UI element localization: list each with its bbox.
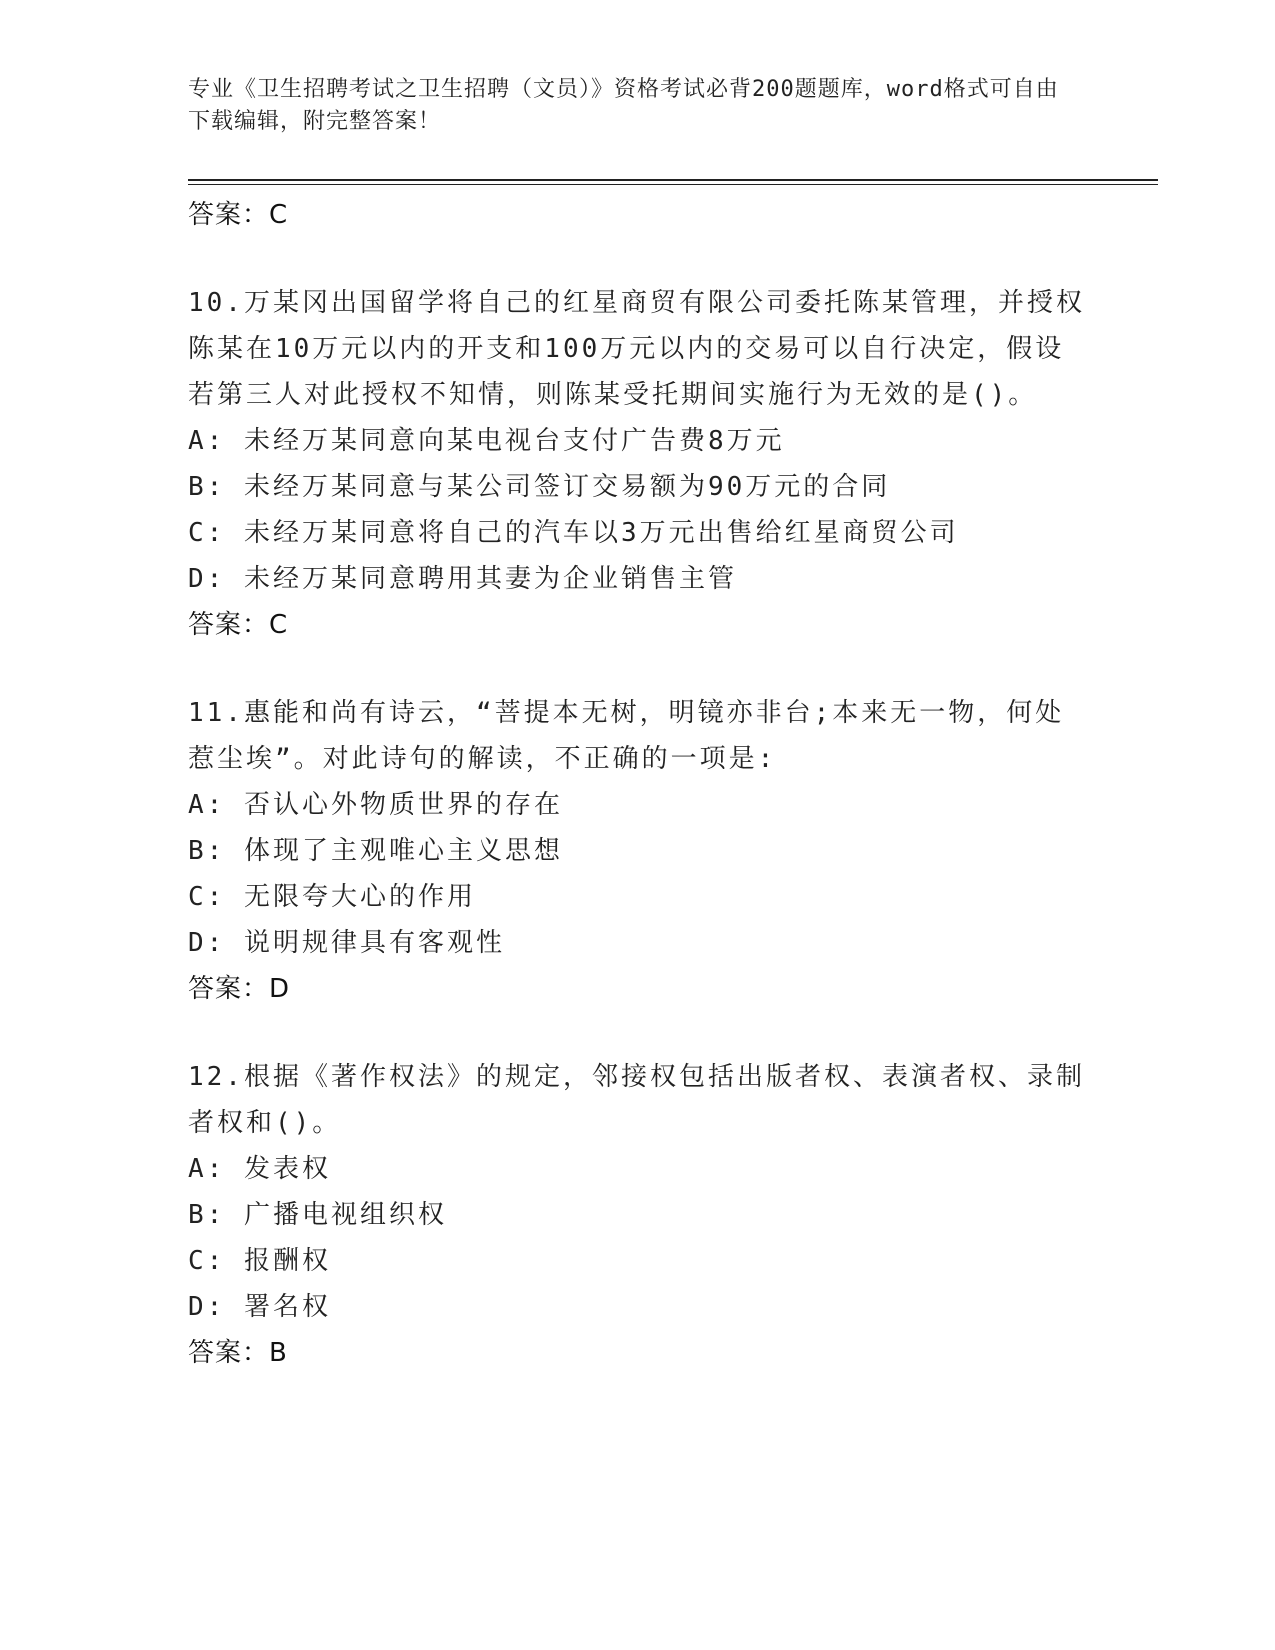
answer-line: 答案：D	[188, 974, 291, 1004]
option-c: C: 报酬权	[188, 1246, 331, 1276]
answer-line: 答案：C	[188, 610, 289, 640]
option-b: B: 体现了主观唯心主义思想	[188, 836, 563, 866]
option-d: D: 未经万某同意聘用其妻为企业销售主管	[188, 564, 737, 594]
question-text: 12.根据《著作权法》的规定，邻接权包括出版者权、表演者权、录制者权和()。	[188, 1062, 1085, 1138]
answer-line: 答案：C	[188, 200, 289, 230]
answer-line: 答案：B	[188, 1338, 288, 1368]
page-header: 专业《卫生招聘考试之卫生招聘（文员）》资格考试必背200题题库，word格式可自由下载编辑，附完整答案！	[188, 77, 1059, 134]
option-b: B: 未经万某同意与某公司签订交易额为90万元的合同	[188, 472, 891, 502]
question-block-11	[188, 690, 1088, 1012]
option-d: D: 说明规律具有客观性	[188, 928, 505, 958]
option-c: C: 未经万某同意将自己的汽车以3万元出售给红星商贸公司	[188, 518, 959, 548]
option-a: A: 未经万某同意向某电视台支付广告费8万元	[188, 426, 785, 456]
question-block-12	[188, 1054, 1088, 1376]
header-divider-thick	[188, 179, 1158, 181]
option-b: B: 广播电视组织权	[188, 1200, 447, 1230]
option-d: D: 署名权	[188, 1292, 331, 1322]
option-c: C: 无限夸大心的作用	[188, 882, 476, 912]
option-a: A: 发表权	[188, 1154, 331, 1184]
header-divider-thin	[188, 184, 1158, 185]
document-body	[188, 188, 1088, 1376]
question-text: 11.惠能和尚有诗云，“菩提本无树，明镜亦非台;本来无一物，何处惹尘埃”。对此诗句的解读，不正确的一项是:	[188, 698, 1065, 774]
question-text: 10.万某冈出国留学将自己的红星商贸有限公司委托陈某管理，并授权陈某在10万元以内的开支和100万元以内的交易可以自行决定，假设若第三人对此授权不知情，则陈某受托期间实施行为无效的是()。	[188, 288, 1085, 410]
option-a: A: 否认心外物质世界的存在	[188, 790, 563, 820]
question-block-10	[188, 280, 1088, 648]
